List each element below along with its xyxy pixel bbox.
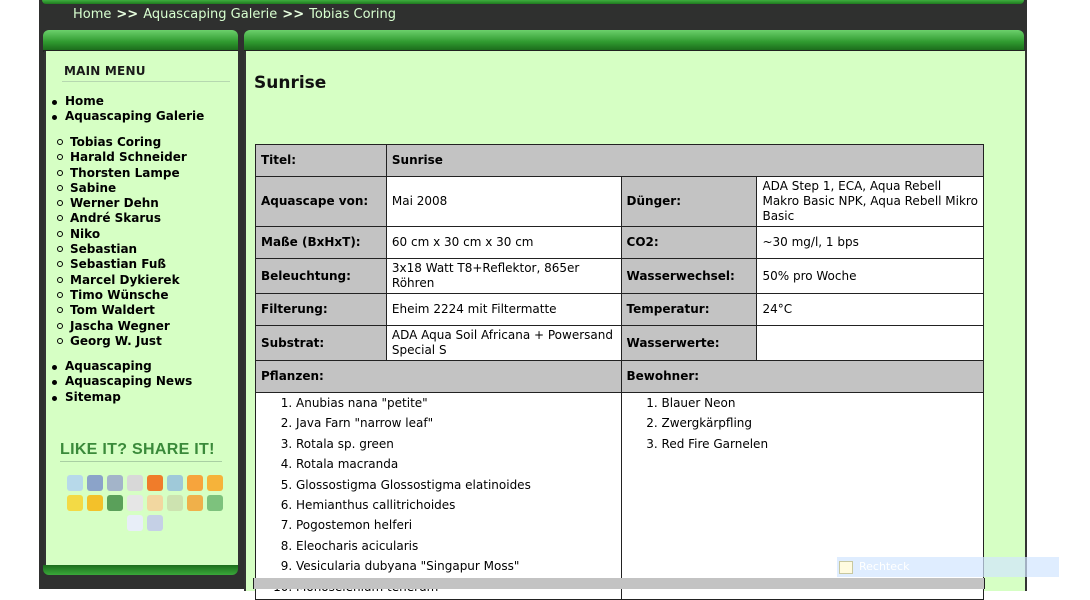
duenger-label: Dünger:: [621, 177, 757, 227]
menu-link[interactable]: Harald Schneider: [70, 150, 187, 165]
breadcrumb-home[interactable]: Home: [73, 7, 112, 22]
menu-link[interactable]: Thorsten Lampe: [70, 165, 180, 180]
share-icons: [62, 475, 227, 535]
filterung-value: Eheim 2224 mit Filtermatte: [386, 294, 621, 326]
substrat-value: ADA Aqua Soil Africana + Powersand Special S: [386, 326, 621, 361]
menu-divider: [62, 81, 230, 82]
titel-value: Sunrise: [386, 145, 983, 177]
menu-item-galerie[interactable]: [65, 109, 204, 124]
wasserwechsel-value: 50% pro Woche: [757, 259, 984, 294]
pflanzen-cell: [256, 393, 622, 600]
masse-value: 60 cm x 30 cm x 30 cm: [386, 227, 621, 259]
sub-menu-item[interactable]: [70, 242, 187, 257]
table-row: [256, 294, 984, 326]
list-item: 8. Eleocharis acicularis: [296, 536, 616, 556]
sub-menu-item[interactable]: [70, 334, 187, 349]
aquascape-value: Mai 2008: [386, 177, 621, 227]
list-item: 5. Glossostigma Glossostigma elatinoides: [296, 475, 616, 495]
content-area: [244, 51, 1027, 591]
share-divider: [60, 461, 222, 462]
main-menu-bottom: [65, 359, 192, 405]
menu-link[interactable]: André Skarus: [70, 211, 161, 226]
breadcrumb-current[interactable]: Tobias Coring: [309, 7, 396, 22]
menu-link[interactable]: Werner Dehn: [70, 196, 159, 211]
sub-menu-item[interactable]: [70, 227, 187, 242]
menu-link[interactable]: Georg W. Just: [70, 333, 162, 348]
bookmark-star-icon[interactable]: [87, 495, 103, 511]
sidebar: [44, 51, 240, 565]
wasserwechsel-label: Wasserwechsel:: [621, 259, 757, 294]
digg-icon[interactable]: [207, 475, 223, 491]
beleuchtung-label: Beleuchtung:: [256, 259, 387, 294]
wasserwerte-value: [757, 326, 984, 361]
pflanzen-list: [256, 393, 616, 597]
menu-link[interactable]: Niko: [70, 226, 101, 241]
list-item: 2. Zwergkärpfling: [662, 413, 978, 433]
list-item: 7. Pogostemon helferi: [296, 515, 616, 535]
list-item: 1. Blauer Neon: [662, 393, 978, 413]
diigo-icon[interactable]: [147, 495, 163, 511]
masse-label: Maße (BxHxT):: [256, 227, 387, 259]
menu-item-aquascaping[interactable]: [65, 359, 192, 374]
sub-menu-item[interactable]: [70, 211, 187, 226]
menu-item-news[interactable]: [65, 374, 192, 389]
list-item: 2. Java Farn "narrow leaf": [296, 413, 616, 433]
list-item: 6. Hemianthus callitrichoides: [296, 495, 616, 515]
content-header: [244, 30, 1024, 50]
menu-link[interactable]: Sitemap: [65, 389, 121, 404]
menu-item-home[interactable]: [65, 94, 204, 109]
filterung-label: Filterung:: [256, 294, 387, 326]
bewohner-list: [622, 393, 978, 454]
sub-menu: [70, 135, 187, 349]
rectangle-icon: [839, 561, 853, 574]
list-item: 9. Vesicularia dubyana "Singapur Moss": [296, 556, 616, 576]
menu-link[interactable]: Home: [65, 94, 104, 108]
facebook-icon[interactable]: [87, 475, 103, 491]
list-item: 1. Anubias nana "petite": [296, 393, 616, 413]
yigg-icon[interactable]: [167, 495, 183, 511]
page-title: Sunrise: [254, 73, 327, 93]
temperatur-label: Temperatur:: [621, 294, 757, 326]
stumbleupon-icon[interactable]: [127, 495, 143, 511]
top-bar: [42, 0, 1024, 4]
share-icons-row: [62, 495, 227, 511]
sub-menu-item[interactable]: [70, 166, 187, 181]
twitter-icon[interactable]: [67, 475, 83, 491]
google-icon[interactable]: [127, 515, 143, 531]
menu-link[interactable]: Tom Waldert: [70, 303, 155, 318]
bewohner-label: Bewohner:: [621, 361, 983, 393]
table-row: [256, 259, 984, 294]
wikio-icon[interactable]: [147, 475, 163, 491]
menu-link[interactable]: Timo Wünsche: [70, 287, 169, 302]
pflanzen-label: Pflanzen:: [256, 361, 622, 393]
sub-menu-item[interactable]: [70, 181, 187, 196]
co2-label: CO2:: [621, 227, 757, 259]
aquascape-label: Aquascape von:: [256, 177, 387, 227]
beleuchtung-value: 3x18 Watt T8+Reflektor, 865er Röhren: [386, 259, 621, 294]
sub-menu-item[interactable]: [70, 319, 187, 334]
sub-menu-item[interactable]: [70, 303, 187, 318]
sub-menu-item[interactable]: [70, 150, 187, 165]
aquascape-spec-table: [255, 144, 984, 600]
menu-link[interactable]: Jascha Wegner: [70, 318, 170, 333]
menu-link[interactable]: Aquascaping: [65, 359, 152, 373]
rechteck-overlay: [837, 557, 1059, 577]
myspace-icon[interactable]: [107, 475, 123, 491]
sub-menu-item[interactable]: [70, 257, 187, 272]
help-icon[interactable]: [147, 515, 163, 531]
share-title: LIKE IT? SHARE IT!: [60, 441, 215, 458]
menu-item-sitemap[interactable]: [65, 390, 192, 405]
delicious-icon[interactable]: [127, 475, 143, 491]
google-plus-icon[interactable]: [107, 495, 123, 511]
table-row: [256, 361, 984, 393]
titel-label: Titel:: [256, 145, 387, 177]
breadcrumb-galerie[interactable]: Aquascaping Galerie: [143, 7, 278, 22]
table-footer-row: [253, 578, 985, 589]
table-row: [256, 145, 984, 177]
menu-link[interactable]: Aquascaping News: [65, 374, 193, 389]
sub-menu-item[interactable]: [70, 273, 187, 288]
table-row: [256, 227, 984, 259]
sub-menu-item[interactable]: [70, 135, 187, 150]
menu-link[interactable]: Tobias Coring: [70, 135, 162, 149]
menu-link[interactable]: Sebastian Fuß: [70, 257, 167, 272]
list-item: 4. Rotala macranda: [296, 454, 616, 474]
co2-value: ~30 mg/l, 1 bps: [757, 227, 984, 259]
substrat-label: Substrat:: [256, 326, 387, 361]
breadcrumb: [73, 7, 396, 22]
friendfeed-icon[interactable]: [187, 495, 203, 511]
list-item: 3. Red Fire Garnelen: [662, 434, 978, 454]
wasserwerte-label: Wasserwerte:: [621, 326, 757, 361]
favorites-star-icon[interactable]: [67, 495, 83, 511]
main-menu-top: [65, 94, 204, 125]
breadcrumb-separator: >>: [282, 7, 305, 22]
breadcrumb-separator: >>: [116, 7, 139, 22]
menu-link[interactable]: Sebastian: [70, 242, 138, 257]
menu-link[interactable]: Marcel Dykierek: [70, 272, 180, 287]
table-row: [256, 177, 984, 227]
forward-icon[interactable]: [207, 495, 223, 511]
sub-menu-item[interactable]: [70, 288, 187, 303]
menu-title: MAIN MENU: [64, 64, 146, 78]
mister-wong-icon[interactable]: [167, 475, 183, 491]
temperatur-value: 24°C: [757, 294, 984, 326]
blogger-icon[interactable]: [187, 475, 203, 491]
duenger-value: ADA Step 1, ECA, Aqua Rebell Makro Basic NPK, Aqua Rebell Mikro Basic: [757, 177, 984, 227]
list-item: 3. Rotala sp. green: [296, 434, 616, 454]
sidebar-header: [43, 30, 238, 50]
table-row: [256, 326, 984, 361]
share-icons-row: [62, 515, 227, 531]
sub-menu-item[interactable]: [70, 196, 187, 211]
menu-link[interactable]: Sabine: [70, 180, 117, 195]
menu-link[interactable]: Aquascaping Galerie: [65, 109, 205, 124]
share-icons-row: [62, 475, 227, 491]
overlay-label: Rechteck: [859, 560, 910, 573]
sidebar-footer: [43, 565, 238, 575]
